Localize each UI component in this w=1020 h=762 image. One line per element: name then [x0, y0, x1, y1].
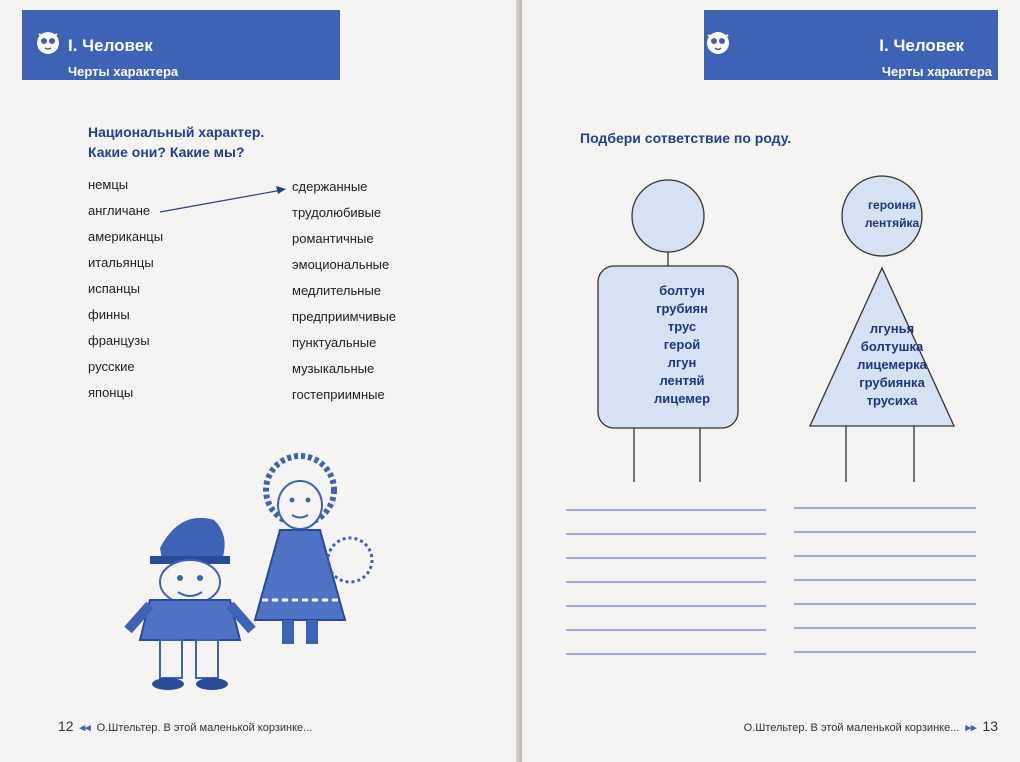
list-item: болтушка [860, 339, 924, 354]
list-item: японцы [88, 385, 134, 400]
list-item: лентяй [659, 373, 705, 388]
exercise-heading: Национальный характер. Какие они? Какие мы? [88, 124, 265, 160]
list-item: американцы [88, 229, 164, 244]
list-item: лентяйка [864, 216, 920, 230]
girl-illustration [255, 456, 372, 644]
list-item: трусиха [866, 393, 918, 408]
section-subtitle: Черты характера [881, 64, 992, 79]
list-item: болтун [659, 283, 705, 298]
gender-figures [522, 0, 1020, 762]
list-item: эмоциональные [292, 257, 390, 272]
list-item: русские [88, 359, 135, 374]
list-item: немцы [88, 177, 129, 192]
list-item: лгунья [869, 321, 915, 336]
footer-text: О.Штельтер. В этой маленькой корзинке... [743, 722, 960, 734]
list-item: медлительные [292, 283, 382, 298]
boy-illustration [128, 518, 252, 690]
example-arrow [160, 186, 286, 212]
list-item: трудолюбивые [292, 205, 382, 220]
list-item: музыкальные [292, 361, 375, 376]
answer-lines-left [566, 510, 766, 654]
list-item: грубиян [656, 301, 708, 316]
footer-text: О.Штельтер. В этой маленькой корзинке... [96, 722, 313, 734]
male-words [622, 282, 742, 408]
list-item: романтичные [292, 231, 374, 246]
double-arrow-left-icon: ◂◂ [79, 722, 91, 734]
list-item: пунктуальные [292, 335, 377, 350]
section-subtitle: Черты характера [68, 64, 179, 79]
right-footer [744, 718, 998, 734]
list-item: испанцы [88, 281, 140, 296]
list-item: предприимчивые [292, 309, 397, 324]
list-item: грубиянка [859, 375, 925, 390]
list-item: лицемерка [857, 357, 927, 372]
list-item: французы [88, 333, 150, 348]
list-item: гостеприимные [292, 387, 385, 402]
list-item: сдержанные [292, 179, 368, 194]
answer-lines-right [794, 508, 976, 652]
list-item: англичане [88, 203, 151, 218]
list-item: финны [88, 307, 130, 322]
list-item: лгун [667, 355, 697, 370]
female-words [840, 320, 944, 410]
list-item: итальянцы [88, 255, 154, 270]
double-arrow-right-icon: ▸▸ [965, 722, 977, 734]
section-title: I. Человек [68, 36, 153, 55]
page-number: 13 [982, 718, 998, 734]
list-item: герой [663, 337, 701, 352]
list-item: лицемер [653, 391, 711, 406]
left-footer [58, 718, 312, 734]
list-item: героиня [868, 198, 916, 212]
female-head-words [852, 196, 932, 232]
list-item: трус [667, 319, 697, 334]
section-title: I. Человек [879, 36, 964, 55]
page-number: 12 [58, 718, 74, 734]
right-page [522, 0, 1020, 762]
exercise-heading: Подбери сответствие по роду. [580, 130, 792, 146]
